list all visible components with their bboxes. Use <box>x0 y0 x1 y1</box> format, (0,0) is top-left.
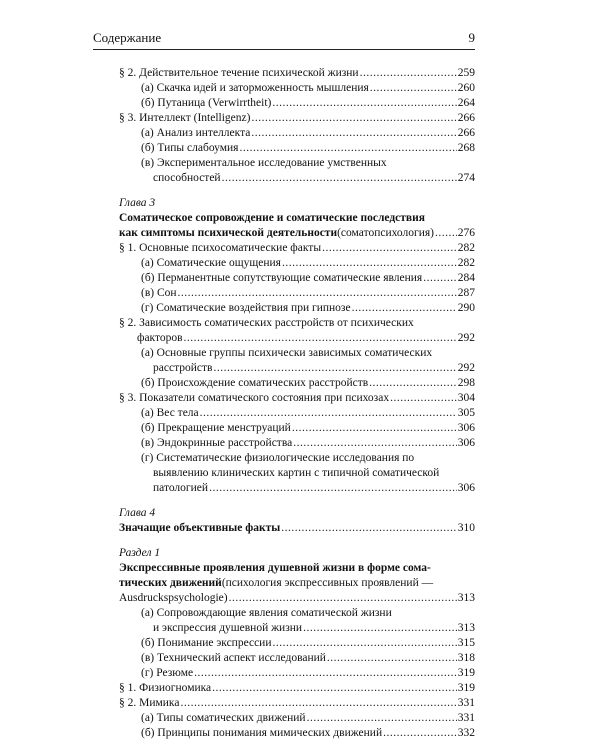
toc-entry: (г) Систематические физиологические исследования по <box>141 452 415 464</box>
toc-entry: (а) Соматические ощущения ..... 282 <box>141 256 475 270</box>
chapter-label: Глава 4 <box>119 507 156 519</box>
toc-entry: § 3. Интеллект (Intelligenz) ..... 266 <box>119 111 475 125</box>
toc-entry: (а) Сопровождающие явления соматической жизни <box>141 607 392 619</box>
toc-entry: § 1. Основные психосоматические факты ..... 282 <box>119 241 475 255</box>
toc-entry: и экспрессия душевной жизни ..... 313 <box>153 621 475 635</box>
toc-entry: (а) Типы соматических движений ..... 331 <box>141 711 475 725</box>
toc-entry: расстройств ..... 292 <box>153 361 475 375</box>
toc-entry: (а) Скачка идей и заторможенность мышления ..... 260 <box>141 81 475 95</box>
toc-entry: способностей ..... 274 <box>153 171 475 185</box>
toc-entry: (а) Вес тела ..... 305 <box>141 406 475 420</box>
toc-entry: (б) Типы слабоумия ..... 268 <box>141 141 475 155</box>
toc-entry: § 1. Физиогномика ..... 319 <box>119 681 475 695</box>
section-title: Экспрессивные проявления душевной жизни в форме сома- <box>119 562 431 574</box>
chapter-label: Глава 3 <box>119 197 156 209</box>
section-title: тических движений (психология экспрессивных проявлений — <box>119 577 434 589</box>
toc-entry: факторов ..... 292 <box>137 331 475 345</box>
toc-entry: (г) Соматические воздействия при гипнозе ..... 290 <box>141 301 475 315</box>
toc-entry: (в) Эндокринные расстройства ..... 306 <box>141 436 475 450</box>
toc-entry: (г) Резюме ..... 319 <box>141 666 475 680</box>
chapter-title: Значащие объективные факты ..... 310 <box>119 521 475 535</box>
toc-entry: § 2. Мимика ..... 331 <box>119 696 475 710</box>
toc-entry: (в) Сон ..... 287 <box>141 286 475 300</box>
toc-entry: (б) Происхождение соматических расстройств ..... 298 <box>141 376 475 390</box>
toc-entry: (б) Прекращение менструаций ..... 306 <box>141 421 475 435</box>
running-header <box>93 30 475 48</box>
toc-entry: (в) Технический аспект исследований ..... 318 <box>141 651 475 665</box>
page-number: 9 <box>468 30 475 45</box>
toc-entry: (в) Экспериментальное исследование умственных <box>141 157 387 169</box>
toc-entry: (а) Основные группы психически зависимых соматических <box>141 347 433 359</box>
toc-entry: (а) Анализ интеллекта ..... 266 <box>141 126 475 140</box>
toc-entry: § 2. Зависимость соматических расстройств от психических <box>119 317 414 329</box>
running-title: Содержание <box>93 30 162 45</box>
toc-entry: (б) Перманентные сопутствующие соматические явления ..... 284 <box>141 271 475 285</box>
toc-entry: (б) Принципы понимания мимических движений ..... 332 <box>141 726 475 740</box>
chapter-title: Соматическое сопровождение и соматические последствия <box>119 212 425 224</box>
toc-entry: (б) Понимание экспрессии ..... 315 <box>141 636 475 650</box>
toc-entry: патологией ..... 306 <box>153 481 475 495</box>
header-rule <box>93 49 475 50</box>
chapter-title: как симптомы психической деятельности (соматопсихология) ..... 276 <box>119 226 475 240</box>
toc-entry: (б) Путаница (Verwirrtheit) ..... 264 <box>141 96 475 110</box>
toc-entry: § 2. Действительное течение психической жизни ..... 259 <box>119 66 475 80</box>
toc-entry: выявлению клинических картин с типичной соматической <box>153 467 440 479</box>
section-label: Раздел 1 <box>119 547 161 559</box>
toc-entry: § 3. Показатели соматического состояния при психозах ..... 304 <box>119 391 475 405</box>
section-title: Ausdruckspsychologie) ..... 313 <box>119 591 475 605</box>
